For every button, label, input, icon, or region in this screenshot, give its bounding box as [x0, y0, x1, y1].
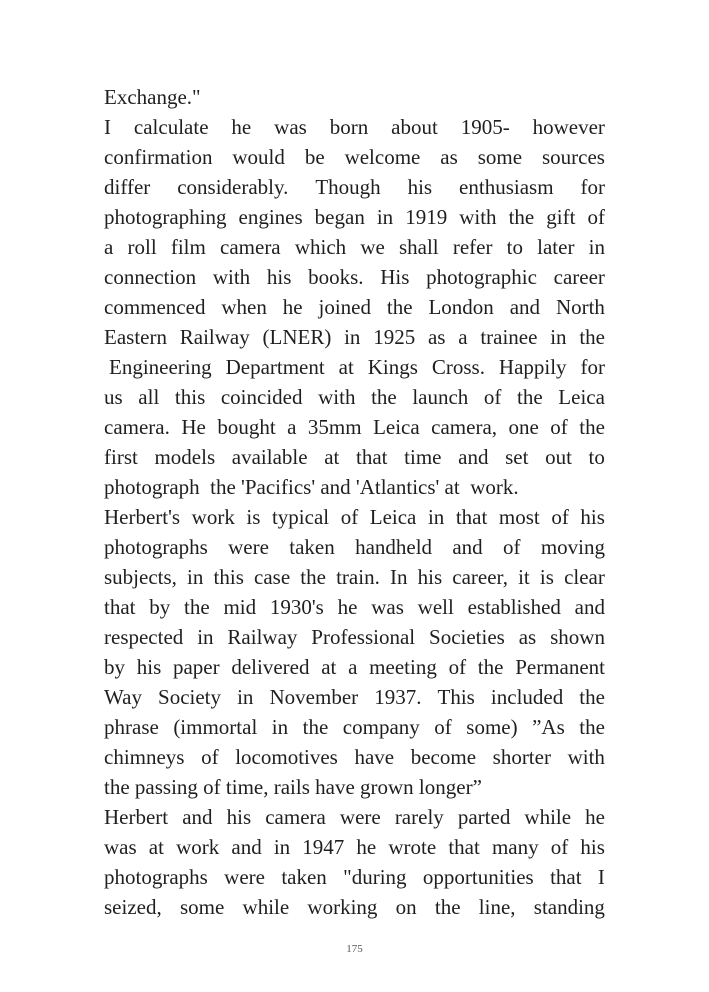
word: in: [550, 325, 567, 349]
text-line: [104, 712, 605, 742]
word: in: [271, 715, 289, 739]
word: shown: [550, 625, 605, 649]
word: as: [518, 625, 537, 649]
word: that: [448, 835, 480, 859]
word: engines: [238, 205, 303, 229]
word: "during: [343, 865, 407, 889]
word: career: [553, 265, 605, 289]
word: and: [574, 595, 605, 619]
word: moving: [540, 535, 605, 559]
word: later: [537, 235, 575, 259]
word: bought: [217, 415, 276, 439]
word: sources: [541, 145, 605, 169]
word: and: [452, 535, 483, 559]
word: Professional: [311, 625, 416, 649]
word: roll: [127, 235, 157, 259]
word: the: [517, 385, 543, 409]
word: Eastern: [104, 325, 167, 349]
word: Herbert's: [104, 505, 181, 529]
word: one: [508, 415, 539, 439]
word: his: [136, 655, 162, 679]
word: Leica: [558, 385, 605, 409]
word: standing: [533, 895, 605, 919]
text-line: [104, 652, 605, 682]
text-line: [104, 202, 605, 232]
word: he: [282, 295, 303, 319]
word: North: [555, 295, 605, 319]
word: Permanent: [515, 655, 605, 679]
word: London: [428, 295, 494, 319]
word: a: [287, 415, 297, 439]
word: photographs: [104, 865, 208, 889]
word: career,: [452, 565, 508, 589]
word: with: [459, 205, 497, 229]
word: Society: [158, 685, 222, 709]
word: His: [380, 265, 410, 289]
text-line: [104, 442, 605, 472]
text-line: [104, 562, 605, 592]
word: as: [427, 325, 446, 349]
word: for: [580, 355, 605, 379]
word: that: [356, 445, 388, 469]
word: with: [212, 265, 251, 289]
text-line: [104, 292, 605, 322]
word: his: [580, 505, 605, 529]
word: camera: [220, 235, 281, 259]
word: in: [588, 235, 605, 259]
word: in: [187, 565, 204, 589]
word: for: [580, 175, 605, 199]
word: we: [360, 235, 385, 259]
word: of: [483, 385, 502, 409]
word: 1937.: [374, 685, 422, 709]
word: shall: [398, 235, 439, 259]
word: would: [232, 145, 285, 169]
word: on: [395, 895, 417, 919]
word: in: [427, 505, 445, 529]
word: delivered: [231, 655, 310, 679]
word: the: [371, 385, 397, 409]
word: a: [104, 235, 114, 259]
word: camera.: [104, 415, 170, 439]
word: Way: [104, 685, 142, 709]
word: some: [477, 145, 523, 169]
text-line: [104, 172, 605, 202]
word: in: [237, 685, 254, 709]
word: when: [221, 295, 267, 319]
word: us: [104, 385, 123, 409]
word: shorter: [492, 745, 551, 769]
word: confirmation: [104, 145, 213, 169]
word: considerably.: [177, 175, 289, 199]
word: as: [440, 145, 458, 169]
word: and: [231, 835, 262, 859]
word: 1947: [302, 835, 345, 859]
word: have: [354, 745, 395, 769]
word: meeting: [369, 655, 437, 679]
word: in: [197, 625, 214, 649]
word: set: [505, 445, 529, 469]
word: camera: [265, 805, 326, 829]
word: photographic: [426, 265, 537, 289]
body-text: [104, 82, 605, 922]
word: is: [539, 565, 554, 589]
word: his: [407, 175, 433, 199]
word: This: [437, 685, 475, 709]
word: at: [148, 835, 164, 859]
word: of: [503, 535, 521, 559]
text-line: photograph the 'Pacifics' and 'Atlantics' at work.: [104, 475, 519, 499]
text-line: [104, 142, 605, 172]
word: Leica: [373, 415, 420, 439]
text-line: [104, 382, 605, 412]
word: enthusiasm: [459, 175, 554, 199]
word: is: [246, 505, 261, 529]
word: a: [348, 655, 358, 679]
word: typical: [271, 505, 330, 529]
word: coincided: [220, 385, 303, 409]
word: ”As: [532, 715, 565, 739]
word: models: [154, 445, 216, 469]
text-line: [104, 892, 605, 922]
word: by: [149, 595, 171, 619]
word: that: [550, 865, 582, 889]
word: the: [477, 655, 504, 679]
word: I: [597, 865, 605, 889]
word: gift: [546, 205, 576, 229]
word: trainee: [480, 325, 538, 349]
word: 1905-: [460, 115, 510, 139]
word: and: [182, 805, 213, 829]
text-line: [104, 322, 605, 352]
word: wrote: [388, 835, 437, 859]
word: was: [104, 835, 137, 859]
word: welcome: [344, 145, 421, 169]
word: differ: [104, 175, 151, 199]
word: respected: [104, 625, 184, 649]
word: with: [318, 385, 356, 409]
word: Railway: [179, 325, 250, 349]
word: paper: [172, 655, 220, 679]
text-line: [104, 742, 605, 772]
word: case: [254, 565, 291, 589]
word: taken: [281, 865, 327, 889]
word: Herbert: [104, 805, 169, 829]
word: In: [389, 565, 408, 589]
word: born: [329, 115, 369, 139]
word: in: [344, 325, 361, 349]
text-line: [104, 412, 605, 442]
word: available: [231, 445, 308, 469]
word: were: [228, 535, 269, 559]
word: of: [550, 415, 568, 439]
word: he: [585, 805, 605, 829]
text-line: [104, 622, 605, 652]
word: Leica: [369, 505, 417, 529]
word: be: [304, 145, 325, 169]
text-line: [104, 112, 605, 142]
text-line: [104, 232, 605, 262]
word: about: [391, 115, 438, 139]
word: it: [518, 565, 530, 589]
word: well: [417, 595, 454, 619]
word: the: [386, 295, 413, 319]
word: work: [176, 835, 220, 859]
word: Societies: [429, 625, 505, 649]
word: the: [184, 595, 210, 619]
word: He: [181, 415, 206, 439]
word: opportunities: [422, 865, 534, 889]
word: was: [274, 115, 307, 139]
word: parted: [457, 805, 511, 829]
text-line: [104, 592, 605, 622]
word: with: [567, 745, 605, 769]
word: to: [506, 235, 523, 259]
word: taken: [289, 535, 335, 559]
word: the: [579, 415, 605, 439]
word: Though: [315, 175, 381, 199]
word: the: [579, 325, 605, 349]
word: began: [314, 205, 365, 229]
word: to: [588, 445, 605, 469]
text-line: the passing of time, rails have grown longer”: [104, 775, 482, 799]
word: photographing: [104, 205, 227, 229]
word: line,: [478, 895, 516, 919]
word: he: [337, 595, 358, 619]
word: that: [104, 595, 136, 619]
word: this: [213, 565, 244, 589]
word: many: [491, 835, 539, 859]
word: established: [467, 595, 561, 619]
word: Cross.: [431, 355, 485, 379]
word: in: [273, 835, 291, 859]
word: Department: [225, 355, 325, 379]
word: handheld: [355, 535, 433, 559]
word: time: [404, 445, 442, 469]
page-number: 175: [346, 943, 363, 955]
word: of: [434, 715, 452, 739]
word: the: [434, 895, 461, 919]
word: of: [551, 505, 569, 529]
word: in: [376, 205, 394, 229]
word: I: [104, 115, 111, 139]
word: calculate: [133, 115, 209, 139]
word: while: [242, 895, 290, 919]
word: 1919: [405, 205, 448, 229]
word: photographs: [104, 535, 208, 559]
word: some: [179, 895, 225, 919]
word: 35mm: [307, 415, 362, 439]
word: (immortal: [173, 715, 258, 739]
word: of: [550, 835, 569, 859]
word: 1925: [373, 325, 416, 349]
word: the: [302, 715, 329, 739]
word: which: [294, 235, 347, 259]
word: his: [417, 565, 443, 589]
word: chimneys: [104, 745, 185, 769]
word: was: [371, 595, 404, 619]
word: film: [170, 235, 206, 259]
word: his: [580, 835, 605, 859]
word: by: [104, 655, 125, 679]
word: (LNER): [262, 325, 332, 349]
word: and: [458, 445, 489, 469]
word: the: [508, 205, 535, 229]
word: the: [579, 685, 605, 709]
word: of: [340, 505, 359, 529]
word: and: [509, 295, 541, 319]
word: of: [201, 745, 219, 769]
text-line: [104, 532, 605, 562]
word: the: [300, 565, 326, 589]
word: seized,: [104, 895, 162, 919]
word: his: [266, 265, 292, 289]
word: work: [191, 505, 235, 529]
word: a: [458, 325, 468, 349]
text-line: [104, 682, 605, 712]
word: that: [455, 505, 488, 529]
word: were: [224, 865, 265, 889]
word: mid: [223, 595, 257, 619]
word: however: [532, 115, 605, 139]
word: refer: [452, 235, 493, 259]
word: Happily: [498, 355, 567, 379]
text-line: [104, 862, 605, 892]
word: of: [587, 205, 605, 229]
word: 1930's: [269, 595, 324, 619]
word: at: [338, 355, 354, 379]
word: rarely: [394, 805, 444, 829]
word: most: [498, 505, 540, 529]
word: some): [466, 715, 518, 739]
word: commenced: [104, 295, 206, 319]
text-line: [104, 352, 605, 382]
word: all: [138, 385, 160, 409]
word: train.: [336, 565, 380, 589]
text-line: [104, 802, 605, 832]
word: Kings: [367, 355, 418, 379]
word: this: [174, 385, 206, 409]
text-line: [104, 832, 605, 862]
word: connection: [104, 265, 197, 289]
text-line: Exchange.": [104, 85, 201, 109]
word: included: [490, 685, 564, 709]
word: locomotives: [235, 745, 338, 769]
word: he: [231, 115, 252, 139]
word: joined: [318, 295, 371, 319]
word: camera,: [431, 415, 498, 439]
word: launch: [412, 385, 469, 409]
word: were: [339, 805, 381, 829]
word: at: [324, 445, 340, 469]
word: subjects,: [104, 565, 177, 589]
word: company: [342, 715, 420, 739]
word: working: [307, 895, 378, 919]
text-line: [104, 262, 605, 292]
word: while: [524, 805, 572, 829]
word: Railway: [227, 625, 298, 649]
word: phrase: [104, 715, 159, 739]
word: first: [104, 445, 138, 469]
word: the: [579, 715, 605, 739]
word: books.: [308, 265, 364, 289]
word: of: [448, 655, 467, 679]
word: clear: [564, 565, 605, 589]
word: he: [356, 835, 377, 859]
word: Engineering: [109, 355, 212, 379]
word: at: [321, 655, 337, 679]
word: his: [226, 805, 252, 829]
word: November: [269, 685, 359, 709]
word: become: [410, 745, 477, 769]
text-line: [104, 502, 605, 532]
word: out: [545, 445, 572, 469]
